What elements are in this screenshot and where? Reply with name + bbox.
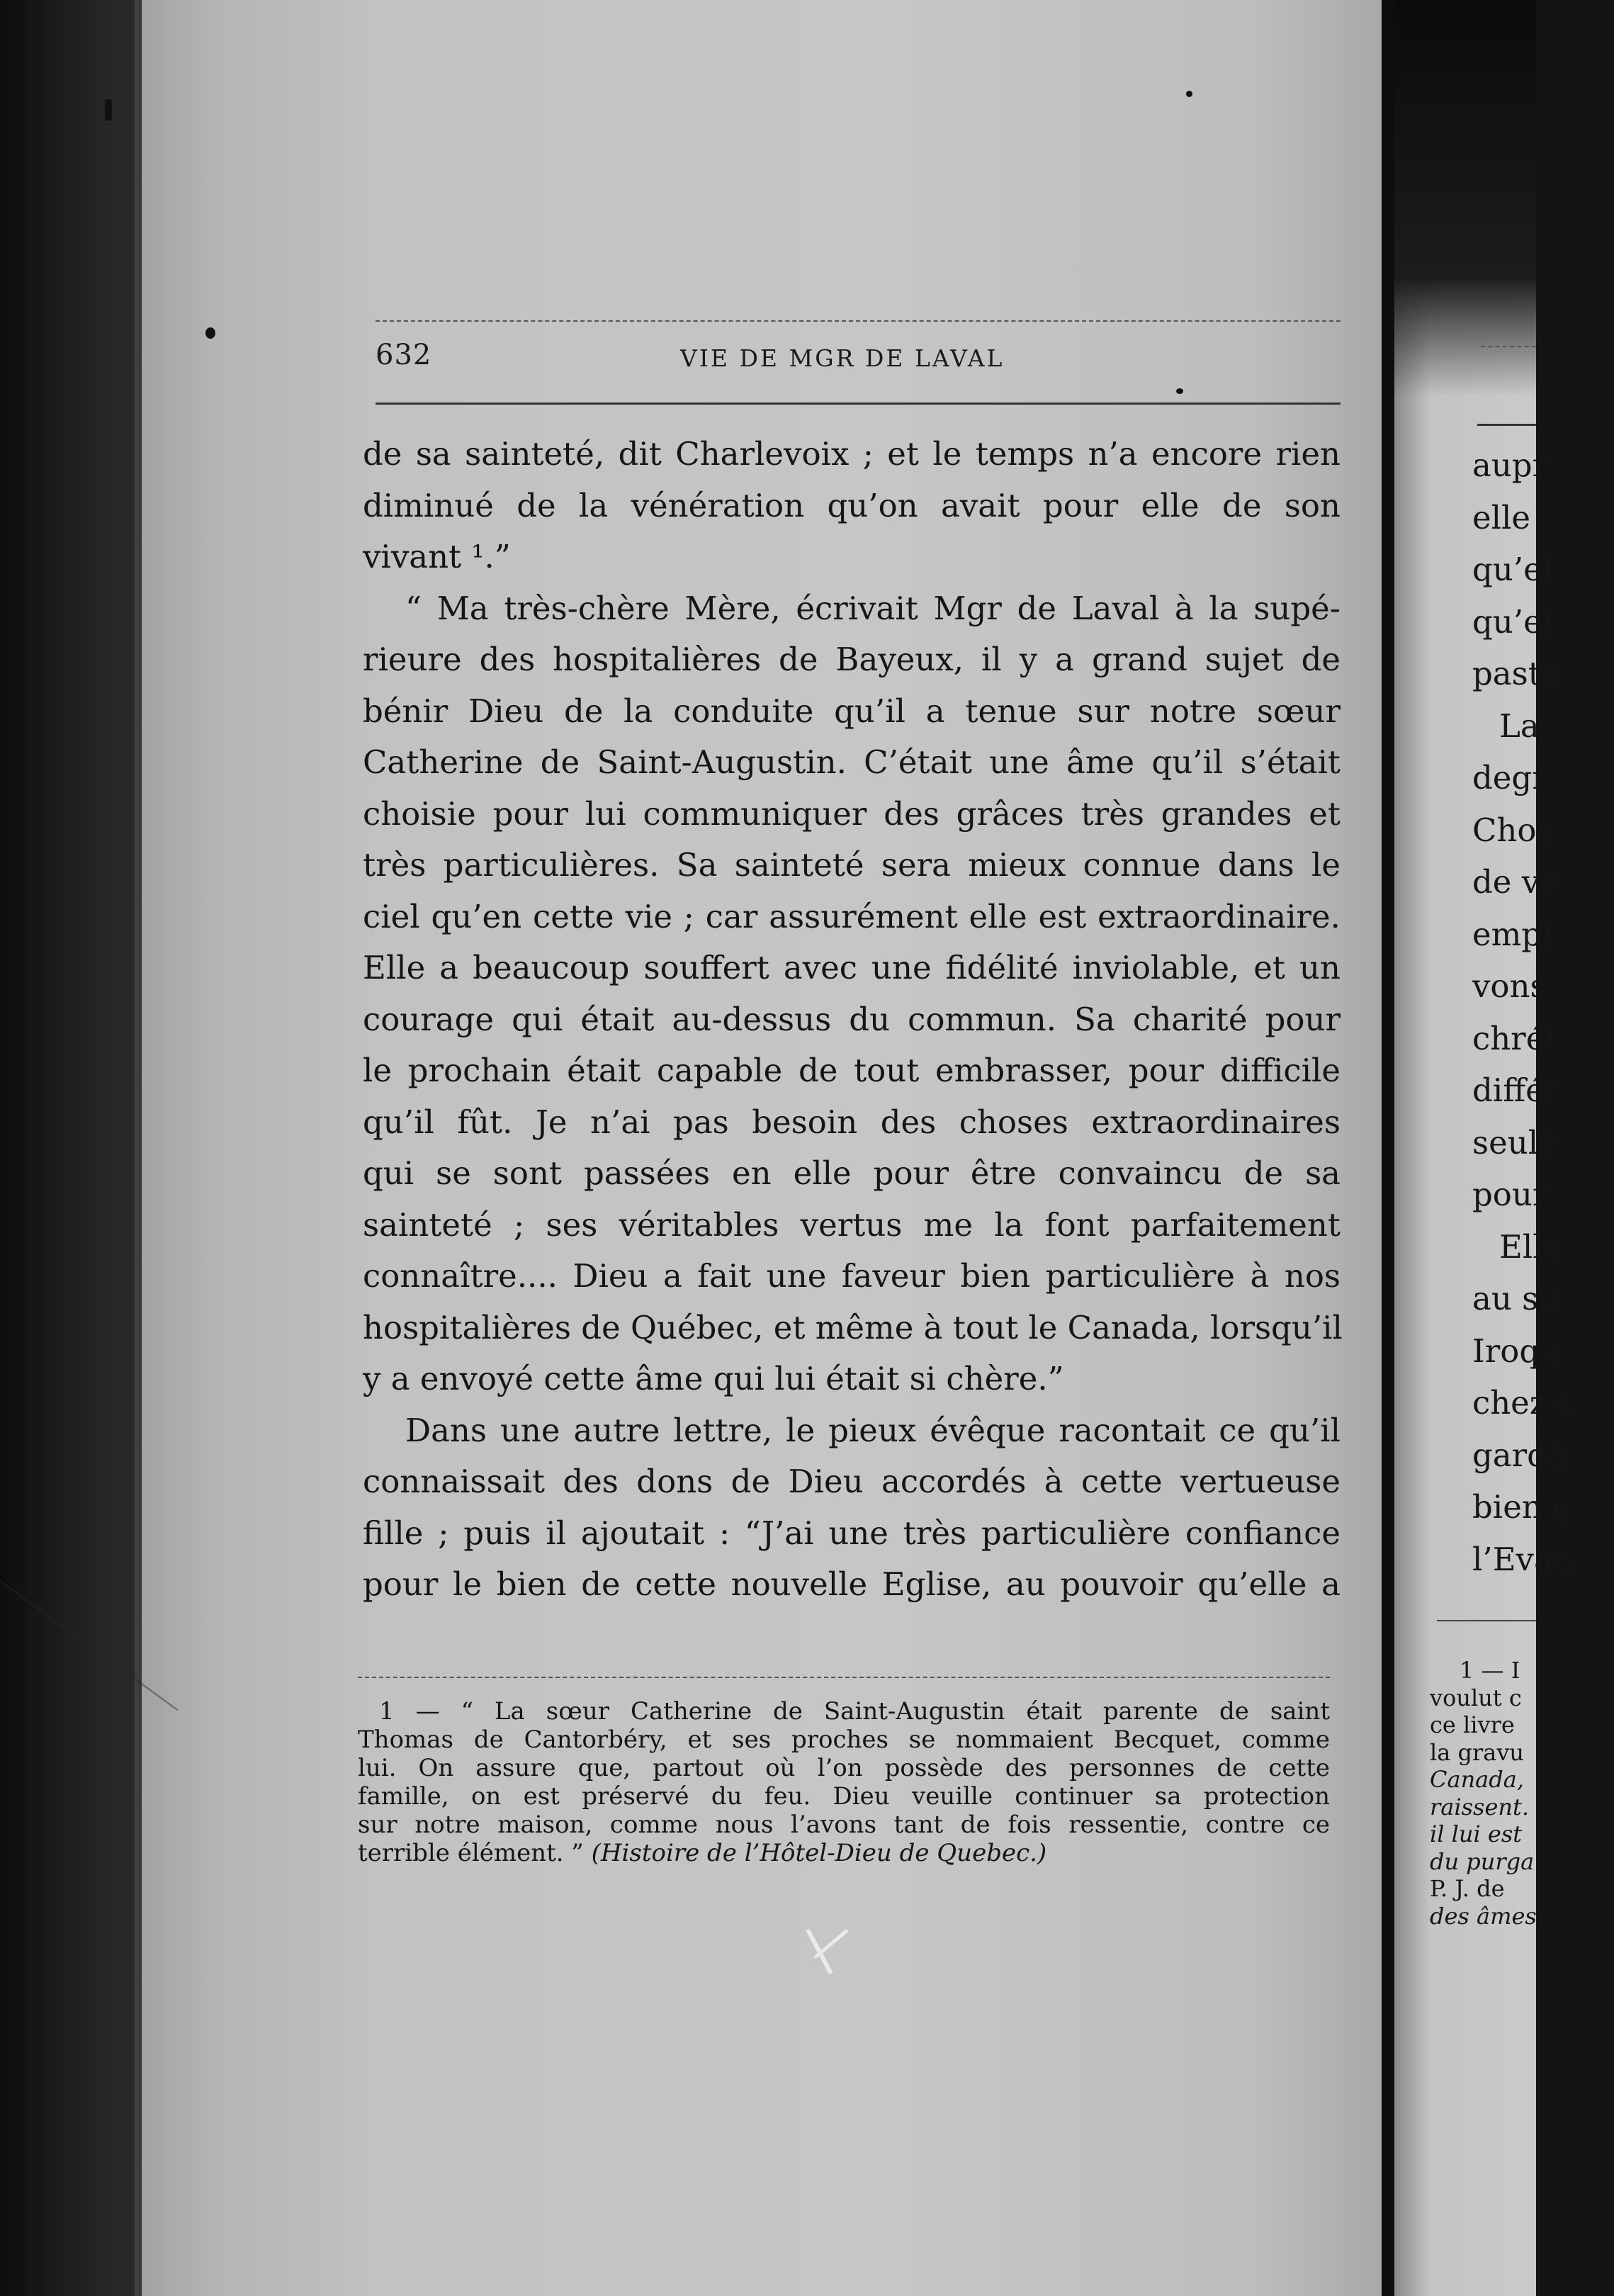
facing-text-line: au su (1472, 1280, 1559, 1317)
footnote-line: 1 — “ La sœur Catherine de Saint-Augustin était parente de saint (379, 1697, 1330, 1726)
facing-note-line: Canada, (1430, 1766, 1524, 1793)
text-line: ciel qu’en cette vie ; car assurément elle est extraordinaire. (363, 897, 1341, 935)
text-line: hospitalières de Québec, et même à tout le Canada, lorsqu’il (363, 1308, 1343, 1346)
page-number: 632 (376, 339, 432, 371)
facing-note-line: la gravu (1430, 1738, 1525, 1766)
footnote-line: terrible élément. ” (Histoire de l’Hôtel-Dieu de Quebec.) (358, 1839, 1047, 1867)
facing-page-text (1472, 439, 1614, 1585)
facing-page-footnote (1430, 1657, 1571, 1930)
facing-text-line: garde (1472, 1436, 1567, 1474)
facing-note-line: du purga (1430, 1847, 1535, 1875)
facing-text-line: seule (1472, 1123, 1557, 1161)
footnote-line: lui. On assure que, partout où l’on possède des personnes de cette (358, 1754, 1330, 1782)
main-text (363, 429, 1341, 1611)
text-line: le prochain était capable de tout embrasser, pour difficile (363, 1052, 1341, 1089)
facing-note-line: P. J. de (1430, 1875, 1505, 1902)
facing-header-rule-bottom (1477, 424, 1536, 426)
scan-speck (105, 99, 112, 120)
facing-text-line: paste (1472, 655, 1560, 692)
text-line: de sa sainteté, dit Charlevoix ; et le temps n’a encore rien (363, 435, 1341, 473)
text-line: diminué de la vénération qu’on avait pour elle de son (363, 486, 1341, 524)
facing-text-line: Iroqu (1472, 1332, 1561, 1370)
text-line: Dans une autre lettre, le pieux évêque racontait ce qu’il (405, 1411, 1341, 1449)
facing-text-line: Elle (1499, 1227, 1562, 1266)
facing-text-line: degr (1472, 759, 1547, 797)
facing-footnote-rule (1437, 1620, 1536, 1621)
facing-text-line: vons (1472, 967, 1547, 1005)
facing-text-line: chez c (1472, 1384, 1575, 1422)
facing-header-rule (1481, 346, 1536, 347)
header-rule-bottom (376, 403, 1341, 405)
facing-text-line: bien q (1472, 1488, 1573, 1526)
text-line: fille ; puis il ajoutait : “J’ai une très particulière confiance (363, 1514, 1341, 1552)
text-line: vivant ¹.” (363, 538, 511, 575)
facing-note-line: voulut c (1430, 1684, 1522, 1711)
facing-text-line: pour (1472, 1176, 1548, 1213)
header-rule-top (376, 320, 1341, 322)
text-line: courage qui était au-dessus du commun. Sa charité pour (363, 1000, 1341, 1038)
facing-text-line: elle (1472, 498, 1531, 536)
facing-text-line: qu’el (1472, 551, 1553, 588)
facing-text-line: chrét (1472, 1019, 1558, 1057)
facing-note-line: il lui est (1430, 1821, 1523, 1847)
facing-text-line: différ (1472, 1071, 1560, 1109)
facing-text-line: de ve (1472, 863, 1559, 901)
text-line: connaissait des dons de Dieu accordés à cette vertueuse (363, 1463, 1341, 1500)
text-line: connaître.... Dieu a fait une faveur bien particulière à nos (363, 1257, 1341, 1295)
facing-note-line: ce livre (1430, 1711, 1515, 1738)
binding-shadow (92, 0, 142, 2296)
text-line: sainteté ; ses véritables vertus me la font parfaitement (363, 1205, 1341, 1244)
facing-text-line: Chos (1472, 811, 1553, 849)
text-line: choisie pour lui communiquer des grâces très grandes et (363, 794, 1341, 833)
footnote-line: sur notre maison, comme nous l’avons tant de fois ressentie, contre ce (358, 1811, 1330, 1839)
footnote-line: famille, on est préservé du feu. Dieu veuille continuer sa protection (358, 1782, 1330, 1811)
footnote-citation: (Histoire de l’Hôtel-Dieu de Quebec.) (591, 1839, 1047, 1867)
text-line: rieure des hospitalières de Bayeux, il y a grand sujet de (363, 641, 1341, 678)
facing-text-line: l’Evan (1472, 1540, 1574, 1578)
text-line: très particulières. Sa sainteté sera mieux connue dans le (363, 846, 1341, 884)
page-gutter (1382, 0, 1394, 2296)
facing-note-line: raissent. (1430, 1793, 1530, 1821)
facing-text-line: aupr (1472, 446, 1548, 484)
text-line: Elle a beaucoup souffert avec une fidélité inviolable, et un (363, 949, 1341, 986)
facing-text-line: qu’el (1472, 602, 1553, 641)
facing-note-line: 1 — I (1460, 1657, 1520, 1684)
scan-speck (1176, 388, 1183, 394)
footnote-line: Thomas de Cantorbéry, et ses proches se nommaient Becquet, comme (358, 1726, 1330, 1754)
scan-speck (205, 327, 215, 339)
page-header (376, 339, 1339, 381)
footnote (358, 1697, 1330, 1867)
text-line: pour le bien de cette nouvelle Eglise, au pouvoir qu’elle a (363, 1565, 1341, 1603)
text-line: qu’il fût. Je n’ai pas besoin des choses extraordinaires (363, 1103, 1341, 1141)
facing-page-shadow (1394, 0, 1536, 397)
facing-text-line: La (1499, 707, 1540, 745)
facing-note-line: des âmes, (1430, 1902, 1544, 1930)
footnote-rule (358, 1677, 1330, 1678)
text-line: qui se sont passées en elle pour être convaincu de sa (363, 1154, 1341, 1192)
running-title: VIE DE MGR DE LAVAL (680, 344, 1005, 372)
text-line: Catherine de Saint-Augustin. C’était une âme qu’il s’était (363, 743, 1341, 781)
text-line: “ Ma très-chère Mère, écrivait Mgr de Laval à la supé- (405, 589, 1341, 627)
text-line: bénir Dieu de la conduite qu’il a tenue sur notre sœur (363, 692, 1341, 730)
facing-text-line: empl (1472, 915, 1552, 953)
scan-speck (1186, 91, 1192, 97)
text-line: y a envoyé cette âme qui lui était si chère.” (363, 1360, 1064, 1397)
